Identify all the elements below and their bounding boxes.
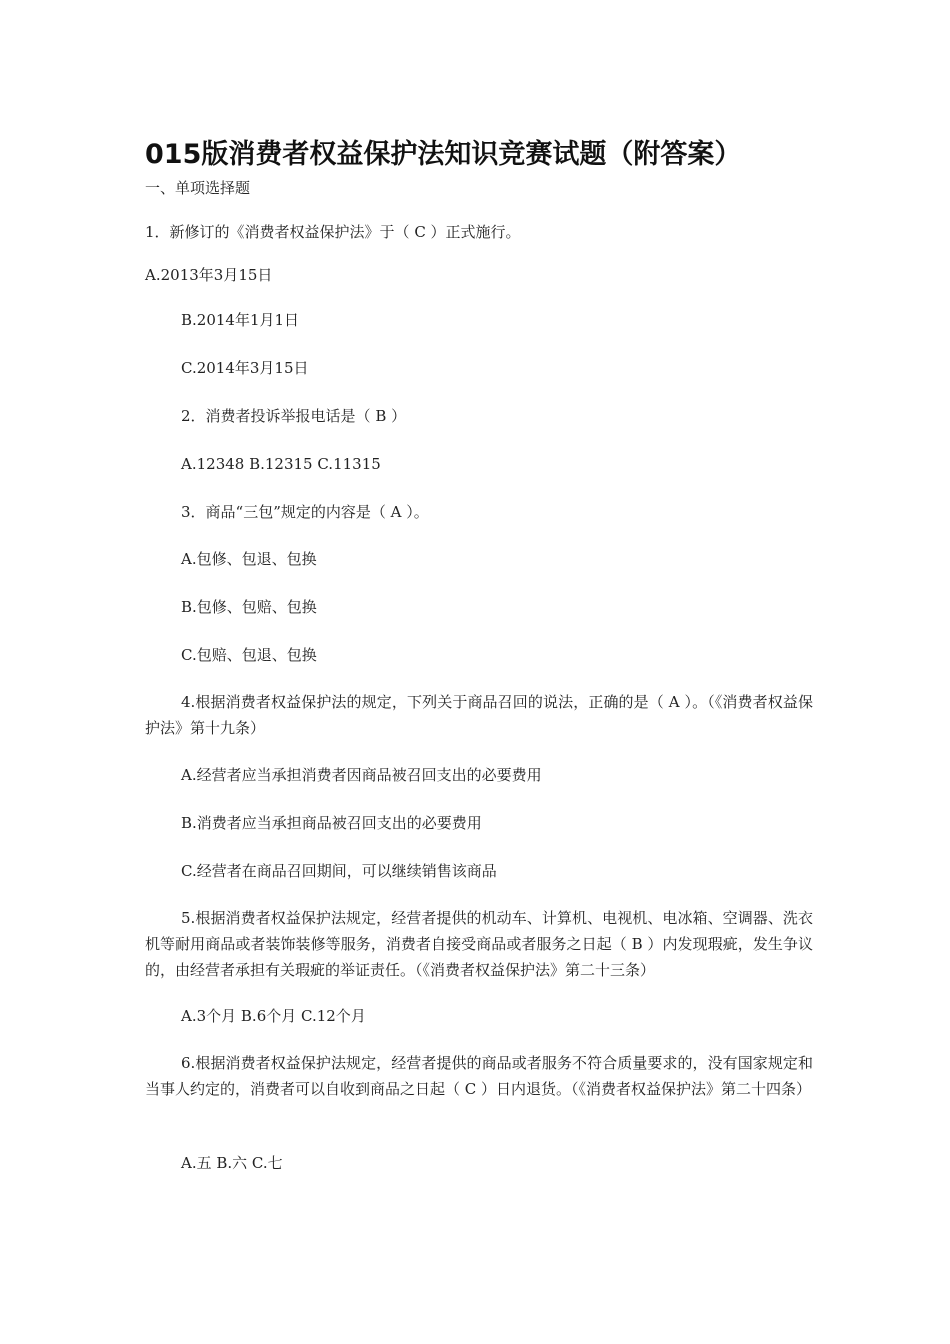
question-1-stem: 1．新修订的《消费者权益保护法》于（ C ）正式施行。 [145, 223, 521, 241]
question-6-options: A.五 B.六 C.七 [181, 1154, 283, 1172]
document-title: 015版消费者权益保护法知识竞赛试题（附答案） [145, 139, 742, 170]
question-3-stem: 3．商品“三包”规定的内容是（ A ）。 [181, 503, 429, 521]
question-5-stem: 5.根据消费者权益保护法规定，经营者提供的机动车、计算机、电视机、电冰箱、空调器、洗衣机等耐用商品或者装饰装修等服务，消费者自接受商品或者服务之日起（ B ）内发现瑕疵，发生争议的，由经营者承担有关瑕疵的举证责任。（《消费者权益保护法》第二十三条） [145, 909, 813, 979]
question-6-stem: 6.根据消费者权益保护法规定，经营者提供的商品或者服务不符合质量要求的，没有国家规定和当事人约定的，消费者可以自收到商品之日起（ C ）日内退货。（《消费者权益保护法》第二十四条） [145, 1054, 813, 1098]
question-3-option-b: B.包修、包赔、包换 [181, 598, 317, 616]
question-4-option-a: A.经营者应当承担消费者因商品被召回支出的必要费用 [181, 766, 542, 784]
question-1-option-b: B.2014年1月1日 [181, 311, 300, 329]
question-4-option-b: B.消费者应当承担商品被召回支出的必要费用 [181, 814, 482, 832]
question-2-stem: 2．消费者投诉举报电话是（ B ） [181, 407, 407, 425]
question-4-option-c: C.经营者在商品召回期间，可以继续销售该商品 [181, 862, 497, 880]
question-4-stem: 4.根据消费者权益保护法的规定，下列关于商品召回的说法，正确的是（ A ）。（《消费者权益保护法》第十九条） [145, 693, 813, 737]
section-heading: 一、单项选择题 [145, 179, 251, 197]
question-2-options: A.12348 B.12315 C.11315 [181, 455, 381, 473]
question-5-options: A.3个月 B.6个月 C.12个月 [181, 1007, 366, 1025]
question-3-option-a: A.包修、包退、包换 [181, 550, 317, 568]
question-1-option-a: A.2013年3月15日 [145, 266, 273, 284]
question-3-option-c: C.包赔、包退、包换 [181, 646, 317, 664]
question-1-option-c: C.2014年3月15日 [181, 359, 309, 377]
